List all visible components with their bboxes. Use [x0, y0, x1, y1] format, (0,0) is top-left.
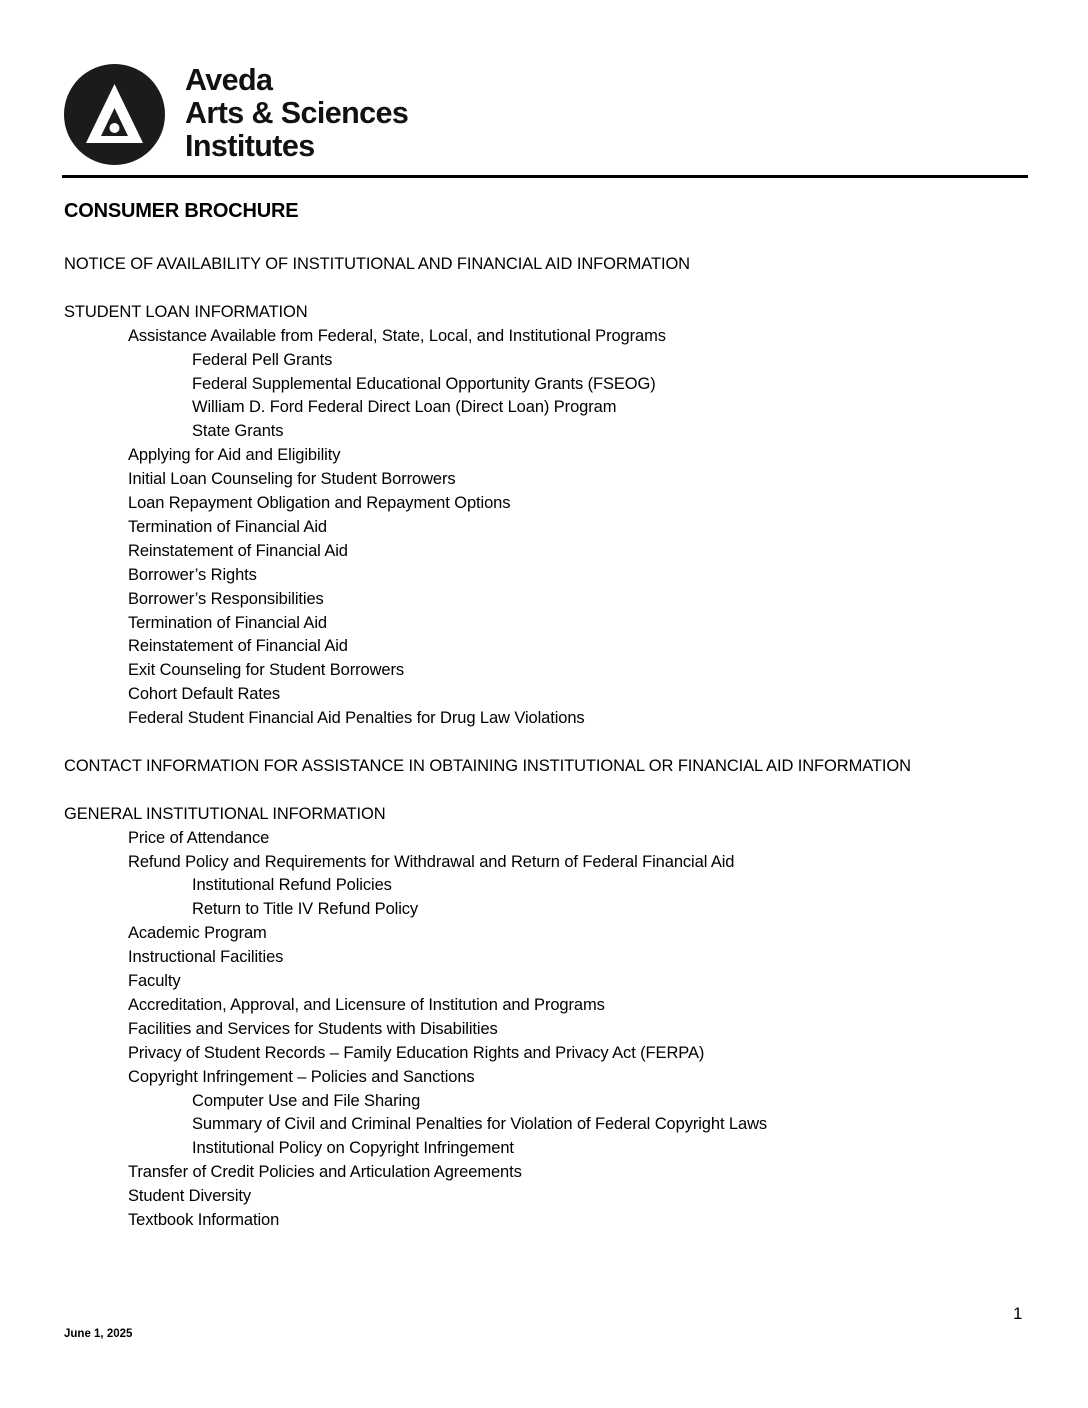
toc-item: Price of Attendance [128, 828, 270, 847]
logo-line-1: Aveda [185, 63, 273, 97]
logo-line-3: Institutes [185, 129, 315, 163]
toc-subitem: Computer Use and File Sharing [192, 1091, 421, 1110]
toc-item: Academic Program [128, 924, 267, 943]
toc-subitem: State Grants [192, 422, 284, 441]
toc-item: Faculty [128, 972, 181, 990]
toc-item: Termination of Financial Aid [128, 517, 327, 536]
toc-item: Borrower’s Responsibilities [128, 589, 324, 608]
toc-item: Copyright Infringement – Policies and Sanctions [128, 1067, 475, 1086]
toc-item: Termination of Financial Aid [128, 613, 327, 632]
toc-subitem: William D. Ford Federal Direct Loan (Direct Loan) Program [192, 398, 617, 417]
toc-section-heading: STUDENT LOAN INFORMATION [64, 302, 308, 321]
toc-item: Accreditation, Approval, and Licensure of Institution and Programs [128, 995, 605, 1014]
logo-wordmark [185, 64, 408, 163]
toc-subitem: Federal Pell Grants [192, 350, 333, 369]
aveda-triangle-logo-icon [64, 64, 165, 165]
logo-line-2: Arts & Sciences [185, 96, 409, 130]
toc-item: Exit Counseling for Student Borrowers [128, 661, 405, 680]
toc-subitem: Federal Supplemental Educational Opportunity Grants (FSEOG) [192, 374, 656, 393]
toc-item: Applying for Aid and Eligibility [128, 446, 341, 465]
toc-item: Textbook Information [128, 1211, 280, 1229]
toc-subitem: Institutional Policy on Copyright Infringement [192, 1139, 514, 1158]
toc-item: Initial Loan Counseling for Student Borrowers [128, 470, 456, 489]
toc-item: Cohort Default Rates [128, 685, 281, 704]
toc-item: Refund Policy and Requirements for Withdrawal and Return of Federal Financial Aid [128, 852, 735, 871]
toc-item: Reinstatement of Financial Aid [128, 541, 348, 560]
page-number: 1 [1013, 1304, 1023, 1323]
aveda-logo [64, 64, 454, 166]
toc-item: Facilities and Services for Students with Disabilities [128, 1019, 498, 1038]
toc-item: Transfer of Credit Policies and Articulation Agreements [128, 1163, 522, 1182]
toc-item: Instructional Facilities [128, 948, 284, 967]
toc-section-heading: CONTACT INFORMATION FOR ASSISTANCE IN OBTAINING INSTITUTIONAL OR FINANCIAL AID INFORMATION [64, 756, 911, 775]
header-divider [62, 175, 1028, 178]
toc-item: Assistance Available from Federal, State, Local, and Institutional Programs [128, 326, 666, 345]
toc-item: Loan Repayment Obligation and Repayment Options [128, 494, 511, 512]
toc-subitem: Institutional Refund Policies [192, 876, 392, 895]
toc-item: Borrower’s Rights [128, 565, 257, 584]
toc-section-heading: GENERAL INSTITUTIONAL INFORMATION [64, 804, 386, 823]
toc-subitem: Return to Title IV Refund Policy [192, 900, 419, 919]
toc-section-heading: NOTICE OF AVAILABILITY OF INSTITUTIONAL AND FINANCIAL AID INFORMATION [64, 255, 690, 273]
toc-item: Privacy of Student Records – Family Education Rights and Privacy Act (FERPA) [128, 1043, 705, 1062]
toc-item: Student Diversity [128, 1187, 252, 1206]
toc-subitem: Summary of Civil and Criminal Penalties for Violation of Federal Copyright Laws [192, 1115, 768, 1134]
footer-date: June 1, 2025 [64, 1328, 133, 1340]
page-title: CONSUMER BROCHURE [64, 200, 299, 222]
toc-item: Federal Student Financial Aid Penalties for Drug Law Violations [128, 709, 585, 728]
toc-item: Reinstatement of Financial Aid [128, 637, 348, 656]
